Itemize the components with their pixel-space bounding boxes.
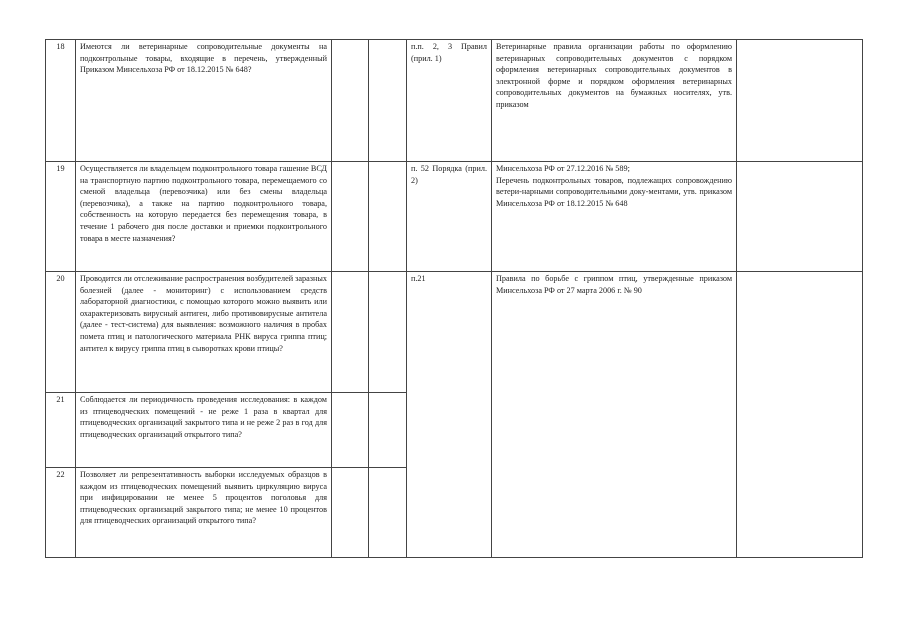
reference-cell: п. 52 Порядка (прил. 2) <box>407 162 492 272</box>
question-cell: Позволяет ли репрезентативность выборки исследуемых образцов в каждом из птицеводческих помещений выявить циркуляцию вируса при инфицировании не менее 5 процентов поголовья для птицеводческих организаций закрытого типа; не менее 10 процентов для птицеводческих организаций открытого типа? <box>76 468 332 558</box>
legal-document-cell <box>492 162 737 272</box>
question-cell: Имеются ли ветеринарные сопроводительные документы на подконтрольные товары, входящие в перечень, утвержденный Приказом Минсельхоза РФ от 18.12.2015 № 648? <box>76 40 332 162</box>
row-number: 18 <box>46 40 76 162</box>
answer-no-cell <box>369 40 407 162</box>
reference-cell: п.21 <box>407 272 492 558</box>
question-cell: Соблюдается ли периодичность проведения исследования: в каждом из птицеводческих помещений - не реже 1 раза в квартал для птицеводческих организаций закрытого типа и не реже 2 раз в год для птицеводческих организаций открытого типа? <box>76 393 332 468</box>
table-row <box>46 162 863 272</box>
answer-yes-cell <box>332 468 369 558</box>
row-number: 19 <box>46 162 76 272</box>
notes-cell <box>737 40 863 162</box>
notes-cell <box>737 162 863 272</box>
answer-no-cell <box>369 272 407 393</box>
question-cell: Осуществляется ли владельцем подконтрольного товара гашение ВСД на транспортную партию подконтрольного товара, перемещаемого со сменой владельца (перевозчика) или без смены владельца (перевозчика), а также на партию подконтрольного товара, собственность на которую передается без перемещения товара, в течение 1 рабочего дня после доставки и приемки подконтрольного товара в месте назначения? <box>76 162 332 272</box>
answer-yes-cell <box>332 393 369 468</box>
answer-yes-cell <box>332 272 369 393</box>
reference-cell: п.п. 2, 3 Правил (прил. 1) <box>407 40 492 162</box>
question-cell: Проводится ли отслеживание распространения возбудителей заразных болезней (далее - мониторинг) с использованием средств лабораторной диагностики, с помощью которого можно выявить или охарактеризовать вирусный антиген, либо противовирусные антитела (далее - тест-система) для выявления: возможного наличия в пробах помета птиц и патологического материала РНК вируса гриппа птиц; антител к вирусу гриппа птиц в сыворотках крови птицы? <box>76 272 332 393</box>
table-row <box>46 272 863 393</box>
row-number: 22 <box>46 468 76 558</box>
answer-yes-cell <box>332 40 369 162</box>
notes-cell <box>737 272 863 558</box>
legal-document-line: Минсельхоза РФ от 27.12.2016 № 589; <box>496 164 630 173</box>
answer-no-cell <box>369 162 407 272</box>
row-number: 21 <box>46 393 76 468</box>
answer-no-cell <box>369 468 407 558</box>
checklist-table <box>45 39 863 558</box>
answer-no-cell <box>369 393 407 468</box>
legal-document-cell: Ветеринарные правила организации работы по оформлению ветеринарных сопроводительных документов с порядком оформления ветеринарных сопроводительных документов в электронной форме и порядком оформления ветеринарных сопроводительных документов на бумажных носителях, утв. приказом <box>492 40 737 162</box>
row-number: 20 <box>46 272 76 393</box>
legal-document-line: Перечень подконтрольных товаров, подлежащих сопровождению ветери-нарными сопроводительными доку-ментами, утв. приказом Минсельхоза РФ от 18.12.2015 № 648 <box>496 175 733 208</box>
table-row <box>46 40 863 162</box>
legal-document-cell: Правила по борьбе с гриппом птиц, утвержденные приказом Минсельхоза РФ от 27 марта 2006 г. № 90 <box>492 272 737 558</box>
answer-yes-cell <box>332 162 369 272</box>
